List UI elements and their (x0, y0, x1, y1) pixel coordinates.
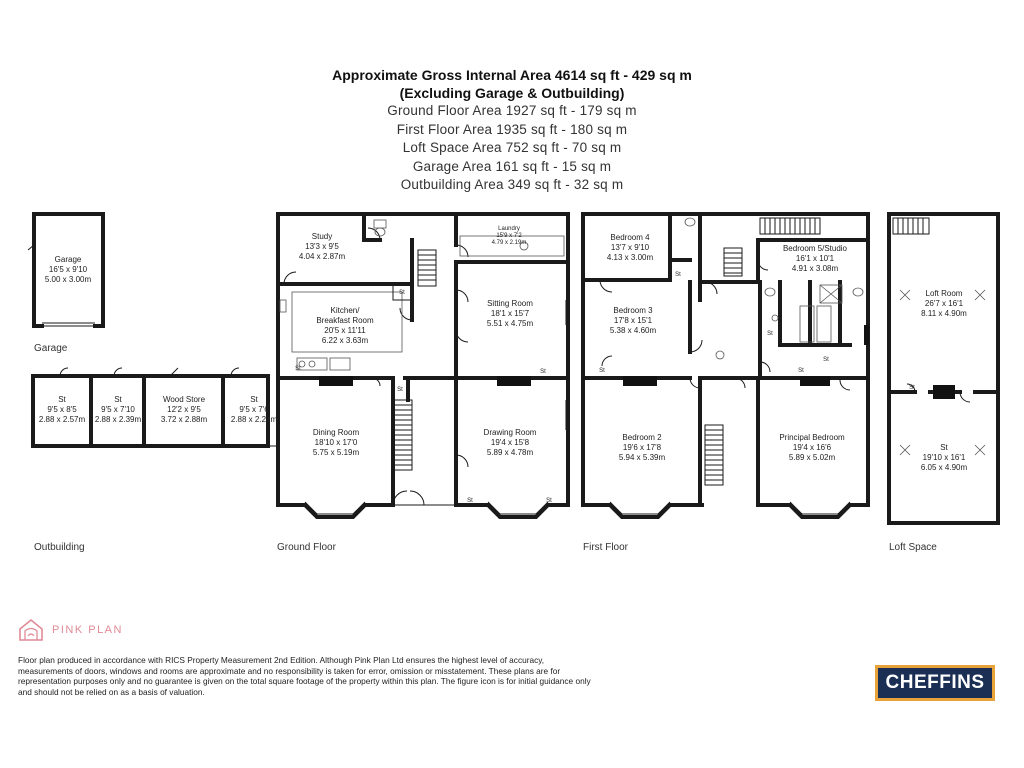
garage-room-name: Garage (54, 255, 82, 264)
outbuilding-st2-imperial: 9'5 x 7'10 (101, 405, 135, 414)
outbuilding-st1-imperial: 9'5 x 8'5 (47, 405, 77, 414)
gross-area-title: Approximate Gross Internal Area 4614 sq ft - 429 sq m (332, 67, 692, 83)
dining-room-imperial: 18'10 x 17'0 (314, 438, 358, 447)
loft-room-metric: 8.11 x 4.90m (921, 309, 967, 318)
kitchen-name-line2: Breakfast Room (316, 316, 374, 325)
loft-st-metric: 6.05 x 4.90m (920, 463, 968, 472)
principal-bedroom-name: Principal Bedroom (779, 433, 845, 442)
bedroom5-metric: 4.91 x 3.08m (791, 264, 839, 273)
kitchen-imperial: 20'5 x 11'11 (324, 326, 366, 335)
sitting-room-name: Sitting Room (487, 299, 533, 308)
loft-st-name: St (940, 443, 948, 452)
loft-st-imperial: 19'10 x 16'1 (922, 453, 966, 462)
wood-store-metric: 3.72 x 2.88m (160, 415, 208, 424)
outbuilding-st2-name: St (114, 395, 122, 404)
outbuilding-plan (33, 368, 279, 446)
bedroom2-name: Bedroom 2 (622, 433, 662, 442)
excluding-note: (Excluding Garage & Outbuilding) (399, 85, 625, 101)
bedroom5-name: Bedroom 5/Studio (782, 244, 848, 253)
garage-plan (28, 214, 103, 326)
bedroom4-metric: 4.13 x 3.00m (606, 253, 654, 262)
first-floor-section-label: First Floor (583, 542, 628, 553)
ground-floor-plan (276, 212, 568, 517)
dining-room-name: Dining Room (312, 428, 360, 437)
wood-store-imperial: 12'2 x 9'5 (167, 405, 201, 414)
loft-st-label: St (909, 385, 915, 391)
laundry-name: Laundry (498, 226, 520, 232)
wood-store-name: Wood Store (162, 395, 206, 404)
first-st-label-3: St (798, 368, 804, 374)
kitchen-name-line1: Kitchen/ (330, 306, 360, 315)
principal-bedroom-metric: 5.89 x 5.02m (788, 453, 836, 462)
ground-st-label-5: St (467, 498, 473, 504)
drawing-room-imperial: 19'4 x 15'8 (490, 438, 530, 447)
sitting-room-imperial: 18'1 x 15'7 (490, 309, 530, 318)
ground-st-label-1: St (399, 290, 405, 296)
laundry-imperial: 15'9 x 7'2 (496, 233, 522, 239)
loft-room-imperial: 26'7 x 16'1 (924, 299, 964, 308)
first-st-label-2: St (767, 331, 773, 337)
first-floor-area: First Floor Area 1935 sq ft - 180 sq m (396, 121, 628, 137)
outbuilding-area: Outbuilding Area 349 sq ft - 32 sq m (400, 177, 624, 192)
bedroom2-imperial: 19'6 x 17'8 (622, 443, 662, 452)
pink-plan-logo-icon (18, 618, 44, 642)
sitting-room-metric: 5.51 x 4.75m (486, 319, 534, 328)
bedroom2-metric: 5.94 x 5.39m (618, 453, 666, 462)
laundry-metric: 4.79 x 2.19m (491, 240, 527, 246)
principal-bedroom-imperial: 19'4 x 16'6 (792, 443, 832, 452)
ground-st-label-3: St (397, 387, 403, 393)
study-imperial: 13'3 x 9'5 (305, 242, 339, 251)
bedroom3-imperial: 17'8 x 15'1 (613, 316, 653, 325)
first-st-label-5: St (675, 272, 681, 278)
outbuilding-st2-metric: 2.88 x 2.39m (94, 415, 142, 424)
loft-space-plan (889, 214, 998, 523)
outbuilding-st3-metric: 2.88 x 2.28m (230, 415, 278, 424)
kitchen-metric: 6.22 x 3.63m (321, 336, 369, 345)
loft-space-area: Loft Space Area 752 sq ft - 70 sq m (402, 140, 622, 155)
bedroom5-imperial: 16'1 x 10'1 (795, 254, 835, 263)
outbuilding-section-label: Outbuilding (34, 542, 85, 553)
garage-area: Garage Area 161 sq ft - 15 sq m (412, 158, 612, 174)
pink-plan-name: PINK PLAN (52, 624, 123, 636)
loft-space-section-label: Loft Space (889, 542, 937, 553)
outbuilding-st1-name: St (58, 395, 66, 404)
ground-floor-section-label: Ground Floor (277, 542, 336, 553)
bedroom3-metric: 5.38 x 4.60m (609, 326, 657, 335)
ground-floor-area: Ground Floor Area 1927 sq ft - 179 sq m (387, 103, 637, 118)
garage-room-metric: 5.00 x 3.00m (44, 275, 92, 284)
dining-room-metric: 5.75 x 5.19m (312, 448, 360, 457)
first-st-label-1: St (599, 368, 605, 374)
outbuilding-st1-metric: 2.88 x 2.57m (38, 415, 86, 424)
first-floor-plan (581, 212, 870, 517)
pink-plan-brand (18, 618, 123, 642)
ground-st-label-2: St (295, 366, 301, 372)
first-st-label-4: St (823, 357, 829, 363)
drawing-room-metric: 5.89 x 4.78m (486, 448, 534, 457)
cheffins-logo: CHEFFINS (875, 665, 995, 701)
garage-room-imperial: 16'5 x 9'10 (48, 265, 88, 274)
ground-st-label-6: St (546, 498, 552, 504)
bedroom4-imperial: 13'7 x 9'10 (610, 243, 650, 252)
drawing-room-name: Drawing Room (483, 428, 537, 437)
bedroom4-name: Bedroom 4 (610, 233, 650, 242)
outbuilding-st3-name: St (250, 395, 258, 404)
disclaimer-text: Floor plan produced in accordance with RICS Property Measurement 2nd Edition. Although Pink Plan Ltd ensures the highest level of accuracy, measurements of doors, windows and rooms are approximate and no responsibility is taken for error, omission or misstatement. These plans are for representation purposes only and no guarantee is given on the total square footage of the property within this plan. The figure icon is for initial guidance only and should not be relied on as a basis of valuation. (18, 655, 591, 697)
study-name: Study (311, 232, 333, 241)
study-metric: 4.04 x 2.87m (298, 252, 346, 261)
loft-room-name: Loft Room (925, 289, 963, 298)
garage-section-label: Garage (34, 343, 68, 354)
ground-st-label-4: St (540, 369, 546, 375)
bedroom3-name: Bedroom 3 (613, 306, 653, 315)
outbuilding-st3-imperial: 9'5 x 7'6 (239, 405, 269, 414)
